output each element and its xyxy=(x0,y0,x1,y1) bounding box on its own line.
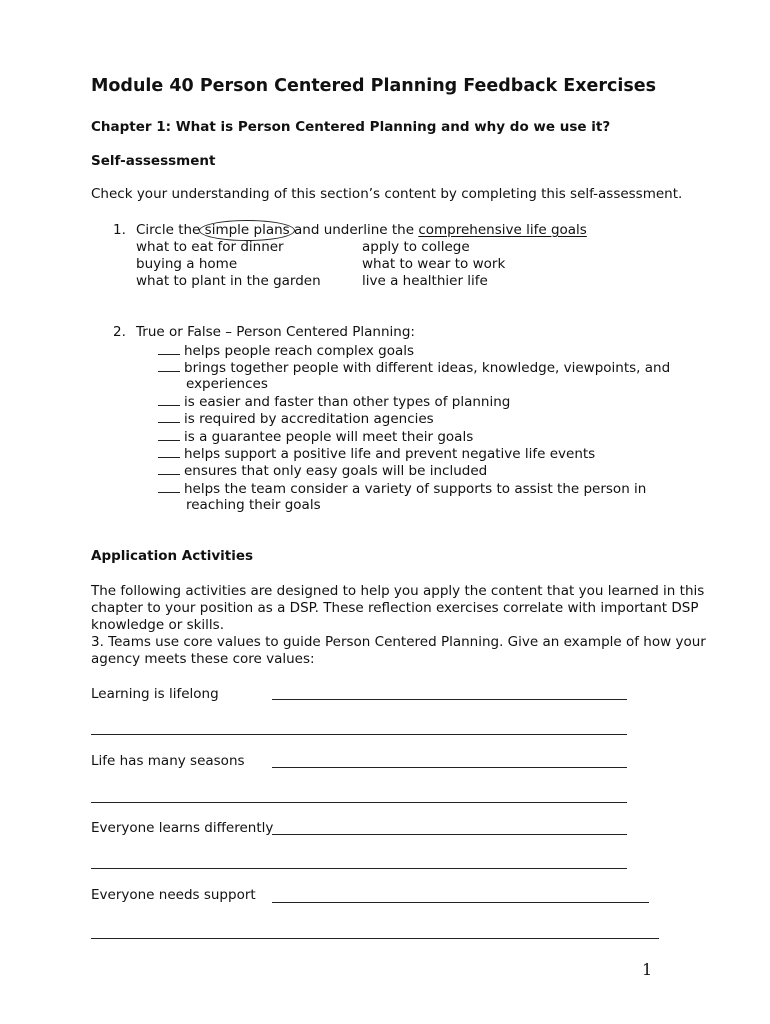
core-value-label: Life has many seasons xyxy=(91,753,245,769)
answer-blank[interactable] xyxy=(158,428,180,441)
q3-line: 3. Teams use core values to guide Person Centered Planning. Give an example of how your xyxy=(91,634,706,650)
q1-left-item: what to eat for dinner xyxy=(136,239,284,255)
q1-right-item: apply to college xyxy=(362,239,470,255)
q1-right-item: what to wear to work xyxy=(362,256,506,272)
q2-item: helps the team consider a variety of supports to assist the person in xyxy=(158,480,646,497)
q2-number: 2. xyxy=(113,324,126,340)
answer-line[interactable] xyxy=(272,699,627,700)
application-intro-line: knowledge or skills. xyxy=(91,617,224,633)
answer-blank[interactable] xyxy=(158,445,180,458)
answer-blank[interactable] xyxy=(158,462,180,475)
application-intro-line: The following activities are designed to help you apply the content that you learned in this xyxy=(91,583,705,599)
q2-item: is a guarantee people will meet their goals xyxy=(158,428,473,445)
answer-blank[interactable] xyxy=(158,393,180,406)
answer-line[interactable] xyxy=(91,802,627,803)
self-assessment-heading: Self-assessment xyxy=(91,153,216,169)
q1-pre-text: Circle the xyxy=(136,222,201,238)
chapter-heading: Chapter 1: What is Person Centered Planning and why do we use it? xyxy=(91,119,611,135)
q1-underlined-text: comprehensive life goals xyxy=(418,222,587,238)
page-number: 1 xyxy=(642,960,653,979)
answer-line[interactable] xyxy=(91,868,627,869)
core-value-label: Everyone learns differently xyxy=(91,820,274,836)
q2-item: ensures that only easy goals will be included xyxy=(158,462,487,479)
q1-number: 1. xyxy=(113,222,126,238)
q2-item: is easier and faster than other types of planning xyxy=(158,393,510,410)
answer-blank[interactable] xyxy=(158,359,180,372)
q2-item: helps people reach complex goals xyxy=(158,342,414,359)
q2-item: helps support a positive life and prevent negative life events xyxy=(158,445,595,462)
q1-left-item: buying a home xyxy=(136,256,238,272)
self-assessment-intro: Check your understanding of this section’s content by completing this self-assessment. xyxy=(91,186,683,202)
q2-item-continuation: reaching their goals xyxy=(186,497,321,513)
q1-left-item: what to plant in the garden xyxy=(136,273,321,289)
q2-prompt: True or False – Person Centered Planning: xyxy=(136,324,415,340)
answer-line[interactable] xyxy=(272,902,649,903)
q1-instruction xyxy=(136,222,587,238)
answer-line[interactable] xyxy=(272,834,627,835)
answer-blank[interactable] xyxy=(158,410,180,423)
answer-blank[interactable] xyxy=(158,342,180,355)
application-intro-line: chapter to your position as a DSP. These reflection exercises correlate with important DSP xyxy=(91,600,699,616)
q2-item: brings together people with different ideas, knowledge, viewpoints, and xyxy=(158,359,670,376)
q1-circled-text: simple plans xyxy=(204,222,290,238)
q3-line: agency meets these core values: xyxy=(91,651,315,667)
answer-line[interactable] xyxy=(272,767,627,768)
answer-line[interactable] xyxy=(91,938,659,939)
core-value-label: Learning is lifelong xyxy=(91,686,219,702)
q2-item-continuation: experiences xyxy=(186,376,268,392)
page-title: Module 40 Person Centered Planning Feedback Exercises xyxy=(91,76,657,96)
application-heading: Application Activities xyxy=(91,548,254,564)
q2-item: is required by accreditation agencies xyxy=(158,410,434,427)
answer-blank[interactable] xyxy=(158,480,180,493)
core-value-label: Everyone needs support xyxy=(91,887,256,903)
q1-mid-text: and underline the xyxy=(294,222,415,238)
q1-right-item: live a healthier life xyxy=(362,273,488,289)
answer-line[interactable] xyxy=(91,734,627,735)
